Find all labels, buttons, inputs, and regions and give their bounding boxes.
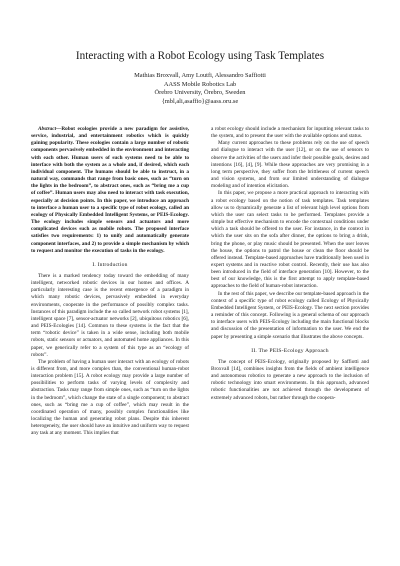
body-paragraph: The problem of having a human user interact with an ecology of robots is different from, and more complex than, the conventional human-robot interaction problem [15]. A robot ecology may provide a large number of possibilities to perform tasks of varying levels of complexity and abstraction. Tasks may range from simple ones, such as “turn on the lights in the bedroom”, which change the state of a single component; to abstract ones, such as “bring me a cup of coffee”, which may result in the coordinated operation of many, possibly complex functionalities like localizing the human and generating robot plans. Despite this inherent heterogeneity, the user should have an intuitive and uniform way to request any task at any moment. This implies that — [31, 358, 189, 437]
body-paragraph: In the rest of this paper, we describe our template-based approach in the context of a specific type of robot ecology called Ecology of Physically Embedded Intelligent System, or PEIS-Ecology. The next section provides a reminder of this concept. Following is a general schema of our approach to interface users with PEIS-Ecology including the main functional blocks and discussion of the presentation of information to the user. We end the paper by presenting a simple scenario that illustrates the above concepts. — [211, 290, 369, 340]
section-heading-peis-ecology: II. The PEIS-Ecology Approach — [251, 347, 329, 354]
section-heading-introduction: I. Introduction — [92, 261, 128, 268]
abstract-label: Abstract— — [38, 126, 62, 132]
author-email: {mbl,ali,asaffio}@aass.oru.se — [161, 97, 239, 105]
author-lab: AASS Mobile Robotics Lab — [163, 80, 237, 88]
right-column — [211, 126, 369, 402]
body-paragraph: Many current approaches to these problems rely on the use of speech and dialogue to interact with the user [12], or on the use of sensors to observe the activities of the users and infer their possible goals, desires and intentions [16], [4], [9]. While these approaches are very promising in a long term perspective, they suffer from the brittleness of current speech and vision systems, and from our limited understanding of dialogue modeling and of intention elicitation. — [211, 140, 369, 190]
body-paragraph: The concept of PEIS-Ecology, originally proposed by Saffiotti and Broxvall [14], combines insights from the fields of ambient intelligence and autonomous robotics to generate a new approach to the inclusion of robotic technology into smart environments. In this approach, advanced robotic functionalities are not achieved through the development of extremely advanced robots, but rather through the coopera- — [211, 358, 369, 401]
author-names: Mathias Broxvall, Amy Loutfi, Alessandro Saffiotti — [134, 72, 266, 79]
abstract — [31, 126, 189, 255]
abstract-text: Robot ecologies provide a new paradigm for assistive, service, industrial, and entertainment robotics which is quickly gaining popularity. These ecologies contain a large number of robotic components pervasively embedded in the environment and interacting with each other. Human users of such systems need to be able to interface with both the system as a whole and, if desired, which each individual component. The humans should be able to instruct, in a natural way, commands that range from basic ones, such as “turn on the lights in the bedroom”, to abstract ones, such as “bring me a cup of coffee”. Human users may also need to interact with task execution, especially at decision points. In this paper, we introduce an approach to interface a human user to a specific type of robot ecology, called an ecology of Physically Embedded Intelligent Systems, or PEIS-Ecology. The ecology includes simple sensors and actuators and more complicated devices such as mobile robots. The proposed interface satisfies two requirements: 1) to unify and automatically generate component interfaces, and 2) to provide a simple mechanism by which to request and monitor the execution of tasks in the ecology. — [31, 126, 189, 254]
paper-title: Interacting with a Robot Ecology using Task Templates — [75, 50, 325, 62]
author-block — [40, 72, 360, 106]
body-paragraph: There is a marked tendency today toward the embedding of many intelligent, networked robotic devices in our homes and offices. A particularly interesting case is the recent emergence of a paradigm in which many robotic devices, pervasively embedded in everyday environments, cooperate in the performance of possibly complex tasks. Instances of this paradigm include the so called network robot systems [1], intelligent space [7], sensor-actuator networks [2], ubiquitous robotics [6], and PEIS-Ecologies [14]. Common to these systems is the fact that the term “robotic device” is taken in a wide sense, including both mobile robots, static sensors or actuators, and automated home appliances. In this paper, we generically refer to a system of this type as an “ecology of robots”. — [31, 272, 189, 358]
author-university: Örebro University, Örebro, Sweden — [154, 89, 246, 97]
body-paragraph: In this paper, we propose a more practical approach to interacting with a robot ecology based on the notion of task templates. Task templates allow us to dynamically generate a list of relevant high level options from which the user can select tasks to be performed. Templates provide a simple but effective mechanism to encode the contextual conditions under which a task should be offered to the user. For instance, in the context in which the user sits on the sofa after dinner, the options to bring a drink, bring the phone, or play music should be presented. When the user leaves the house, the options to patrol the house or clean the floor should be offered instead. Template-based approaches have traditionally been used in expert systems and in reactive robot control. Recently, their use has also been introduced in the field of interface generation [10]. However, to the best of our knowledge, this is the first attempt to apply template-based approaches to the field of human-robot interaction. — [211, 190, 369, 290]
body-paragraph: a robot ecology should include a mechanism for inputting relevant tasks to the system, and to present the user with the available options and status. — [211, 126, 369, 140]
left-column — [31, 126, 189, 438]
